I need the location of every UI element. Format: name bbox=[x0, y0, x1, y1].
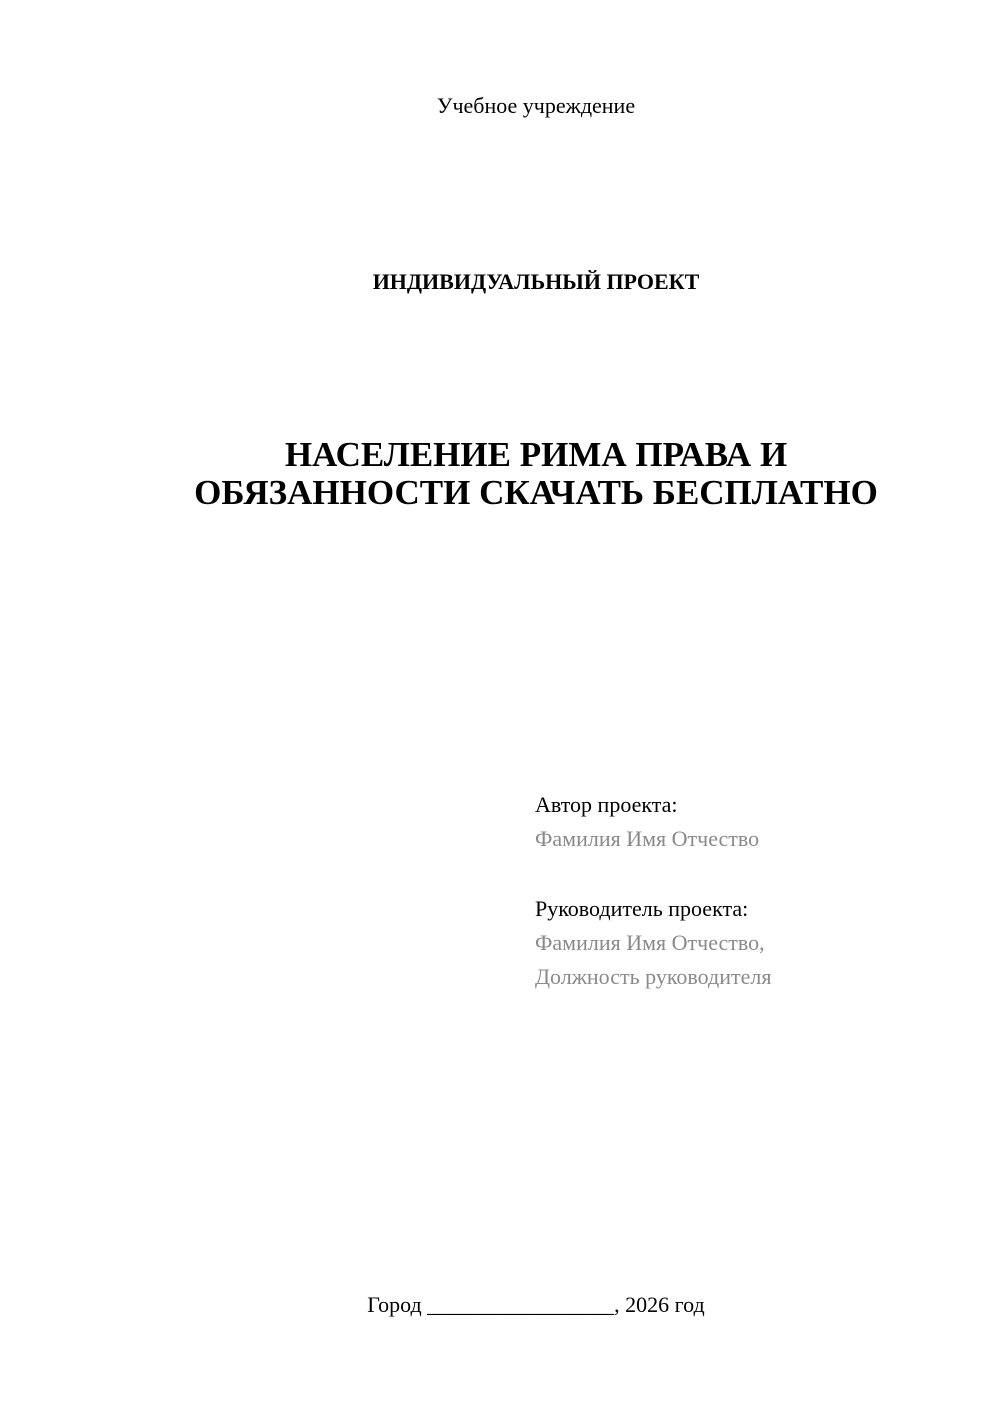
spacer bbox=[535, 856, 975, 892]
project-title bbox=[150, 436, 922, 512]
supervisor-label: Руководитель проекта: bbox=[535, 896, 749, 921]
supervisor-position: Должность руководителя bbox=[535, 964, 772, 989]
author-name: Фамилия Имя Отчество bbox=[535, 826, 760, 851]
project-title-line: ОБЯЗАННОСТИ СКАЧАТЬ БЕСПЛАТНО bbox=[194, 473, 878, 512]
project-title-line: НАСЕЛЕНИЕ РИМА ПРАВА И bbox=[284, 435, 788, 474]
supervisor-name: Фамилия Имя Отчество, bbox=[535, 930, 765, 955]
project-type-heading: ИНДИВИДУАЛЬНЫЙ ПРОЕКТ bbox=[372, 269, 700, 294]
city-year-line: Город _________________, 2026 год bbox=[367, 1292, 705, 1317]
author-label: Автор проекта: bbox=[535, 792, 678, 817]
credits-block bbox=[535, 788, 975, 994]
institution-name: Учебное учреждение bbox=[436, 93, 636, 118]
